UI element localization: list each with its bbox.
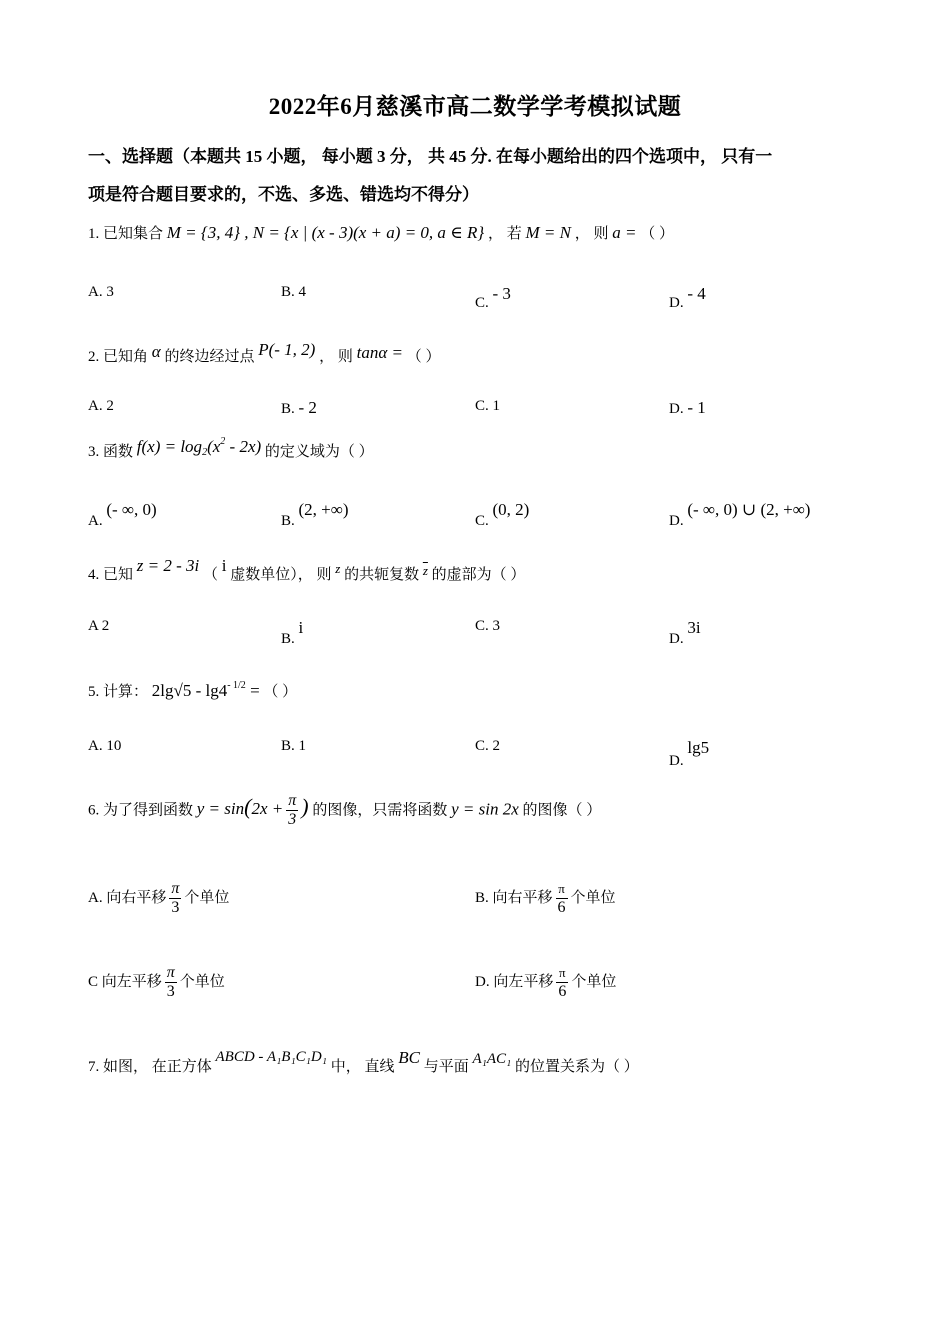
- question-3-option-d[interactable]: D. (- ∞, 0) ∪ (2, +∞): [669, 500, 811, 529]
- question-6-option-b[interactable]: B. 向右平移 $\frac{\pi}{6}$ 个单位: [475, 881, 616, 916]
- question-1-option-a[interactable]: A. 3: [88, 284, 114, 300]
- question-5: 5. 计算： $2\lg√5 - \lg 4^{- 1/2}$ = （ ）: [88, 680, 298, 700]
- question-1-option-b[interactable]: B. 4: [281, 284, 307, 300]
- question-3-math-function: $f(x) = \log_2(x^2 - 2x)$: [136, 436, 262, 458]
- question-5-option-b[interactable]: B. 1: [281, 738, 307, 754]
- question-2-option-b[interactable]: B. - 2: [281, 398, 317, 417]
- question-2: 2. 已知角 α 的终边经过点 P(- 1, 2) ， 则 tanα = （ ）: [88, 340, 441, 365]
- question-4-math-z-bar: $\overline{z}$: [422, 563, 428, 578]
- question-2-option-c[interactable]: C. 1: [475, 398, 501, 414]
- question-7-math-line: BC: [398, 1048, 420, 1067]
- question-6-fraction: $\frac{\pi}{3}$: [288, 792, 297, 828]
- question-4-math-z-var: z: [335, 561, 341, 576]
- question-3-option-b[interactable]: B. (2, +∞): [281, 500, 349, 529]
- question-4-option-d[interactable]: D. 3i: [669, 618, 701, 647]
- question-1-mid2: ， 则: [574, 226, 609, 242]
- question-3-option-c[interactable]: C. (0, 2): [475, 500, 530, 529]
- question-1-option-d[interactable]: D. - 4: [669, 284, 706, 311]
- question-4-math-z: z = 2 - 3i: [136, 556, 200, 575]
- question-7: 7. 如图， 在正方体 ABCD - A₁B₁C₁D₁ 中， 直线 BC 与平面 A₁AC₁ 的位置关系为（ ）: [88, 1048, 639, 1075]
- question-1: [88, 222, 674, 243]
- question-3: 3. 函数 $f(x) = \log_2(x^2 - 2x)$ 的定义域为（ ）: [88, 436, 374, 460]
- question-2-math-alpha: α: [151, 342, 161, 361]
- question-4-option-a[interactable]: A 2: [88, 618, 110, 634]
- question-5-option-c[interactable]: C. 2: [475, 738, 501, 754]
- section-heading: [88, 138, 863, 214]
- question-1-suffix: （ ）: [640, 226, 674, 242]
- question-6-math-target-function: y = sin(2x + $\frac{\pi}{3}$ ): [196, 792, 309, 828]
- question-4-option-b[interactable]: B. i: [281, 618, 304, 647]
- question-2-math-tan: tanα =: [356, 343, 403, 362]
- question-7-math-cube: ABCD - A₁B₁C₁D₁: [215, 1049, 327, 1065]
- question-7-math-plane: A₁AC₁: [472, 1051, 512, 1067]
- question-3-option-a[interactable]: A. (- ∞, 0): [88, 500, 157, 529]
- section-heading-line-2: 项是符合题目要求的，不选、多选、错选均不得分）: [88, 185, 479, 204]
- question-5-option-d[interactable]: D. lg5: [669, 738, 710, 769]
- question-2-math-point: P(- 1, 2): [258, 340, 316, 359]
- question-1-prefix: 1. 已知集合: [88, 226, 164, 242]
- question-6: 6. 为了得到函数 y = sin(2x + $\frac{\pi}{3}$ ) 的图像，只需将函数 y = sin 2x 的图像（ ）: [88, 792, 602, 828]
- question-2-option-a[interactable]: A. 2: [88, 398, 114, 414]
- question-5-option-a[interactable]: A. 10: [88, 738, 122, 754]
- question-6-option-c[interactable]: C 向左平移 $\frac{\pi}{3}$ 个单位: [88, 964, 225, 1000]
- question-1-mid: ， 若: [487, 226, 522, 242]
- question-4: 4. 已知 z = 2 - 3i （ i 虚数单位）， 则 z 的共轭复数 $\overline{z}$ 的虚部为（ ）: [88, 556, 526, 583]
- question-5-math-expression: $2\lg√5 - \lg 4^{- 1/2}$ =: [151, 680, 260, 700]
- question-4-math-i: i: [221, 556, 227, 575]
- question-1-option-c[interactable]: C. - 3: [475, 284, 511, 311]
- page-title: 2022年6月慈溪市高二数学学考模拟试题: [268, 94, 682, 119]
- section-heading-line-1: 一、选择题（本题共 15 小题， 每小题 3 分， 共 45 分. 在每小题给出的四个选项中， 只有一: [88, 147, 773, 166]
- question-2-option-d[interactable]: D. - 1: [669, 398, 706, 417]
- question-1-math-condition: M = N: [525, 223, 571, 242]
- question-1-math-target: a =: [612, 223, 637, 242]
- question-6-option-d[interactable]: D. 向左平移 $\frac{\pi}{6}$ 个单位: [475, 965, 617, 1000]
- question-4-option-c[interactable]: C. 3: [475, 618, 501, 634]
- question-6-option-a[interactable]: A. 向右平移 $\frac{\pi}{3}$ 个单位: [88, 880, 230, 916]
- question-1-math-sets: M = {3, 4} , N = {x | (x - 3)(x + a) = 0, a ∈ R}: [166, 223, 485, 242]
- question-6-math-source-function: y = sin 2x: [451, 799, 519, 819]
